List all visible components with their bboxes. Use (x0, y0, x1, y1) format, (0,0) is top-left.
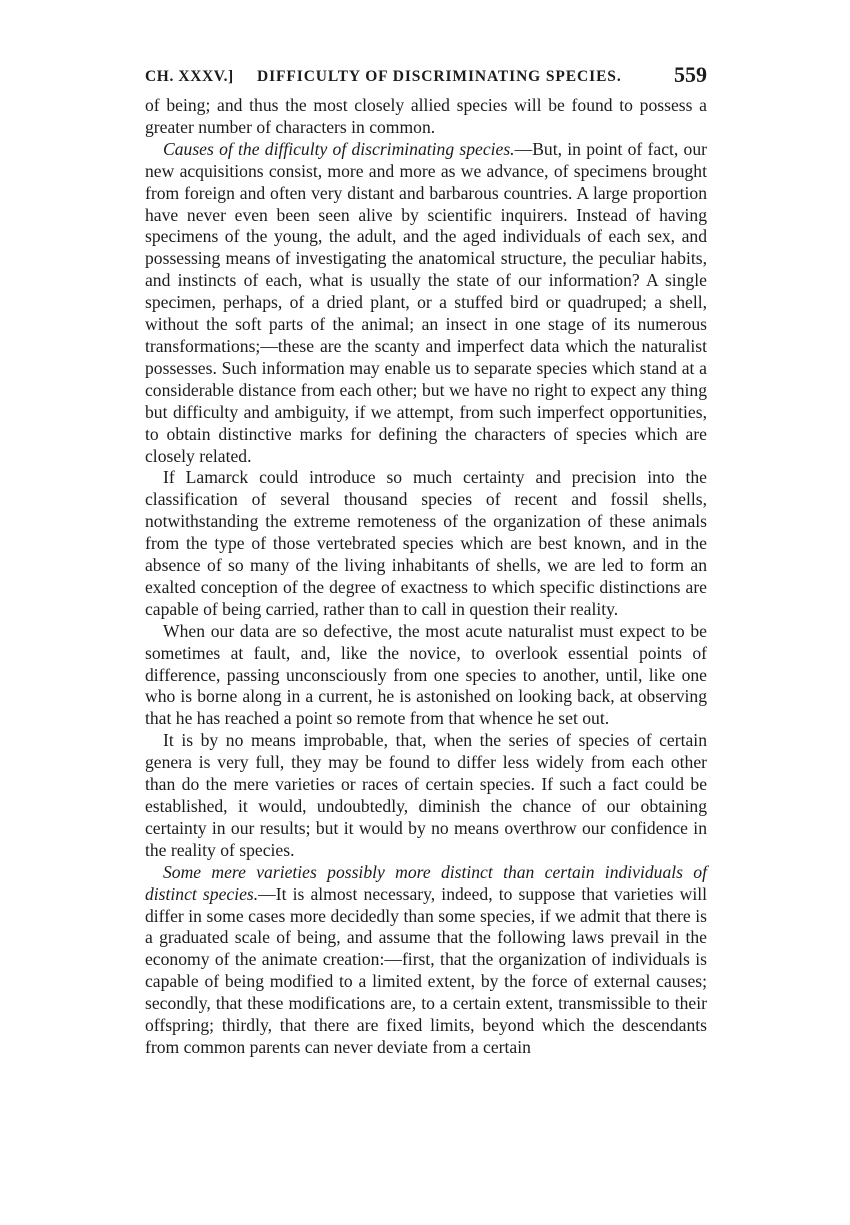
paragraph-genera (145, 730, 707, 861)
running-head (145, 62, 707, 92)
running-title: DIFFICULTY OF DISCRIMINATING SPECIES. (257, 68, 622, 85)
book-page (145, 62, 707, 1059)
page-number: 559 (674, 62, 707, 87)
paragraph-lamarck (145, 467, 707, 620)
chapter-reference: CH. XXXV.] (145, 68, 234, 85)
side-heading-causes: Causes of the difficulty of discriminating species. (163, 138, 515, 159)
body-text (145, 95, 707, 1059)
paragraph-text: of being; and thus the most closely allied species will be found to possess a greater number of characters in common. (145, 95, 707, 137)
paragraph-causes-of-difficulty (145, 139, 707, 468)
paragraph-text: When our data are so defective, the most acute naturalist must expect to be sometimes at fault, and, like the novice, to overlook essential points of difference, passing unconsciously from one species to another, until, like one who is borne along in a current, he is astonished on looking back, at observing that he has reached a point so remote from that whence he set out. (145, 620, 707, 729)
side-heading-varieties: Some mere varieties possibly more distinct than certain individuals of distinct species. (145, 861, 707, 904)
paragraph-text: If Lamarck could introduce so much certainty and precision into the classification of several thousand species of recent and fossil shells, notwithstanding the extreme remoteness of the organization of these animals from the type of those vertebrated species which are best known, and in the absence of so many of the living inhabitants of shells, we are led to form an exalted conception of the degree of exactness to which specific distinctions are capable of being carried, rather than to call in question their reality. (145, 467, 707, 619)
paragraph-varieties (145, 862, 707, 1059)
paragraph-text: It is by no means improbable, that, when the series of species of certain genera is very full, they may be found to differ less widely from each other than do the mere varieties or races of certain species. If such a fact could be established, it would, undoubtedly, diminish the chance of our obtaining certainty in our results; but it would by no means overthrow our confidence in the reality of species. (145, 730, 707, 860)
paragraph-continued (145, 95, 707, 139)
paragraph-text: —But, in point of fact, our new acquisitions consist, more and more as we advance, of specimens brought from foreign and often very distant and barbarous countries. A large proportion have never even been seen alive by scientific inquirers. Instead of having specimens of the young, the adult, and the aged individuals of each sex, and possessing means of investigating the anatomical structure, the peculiar habits, and instincts of each, what is usually the state of our information? A single specimen, perhaps, of a dried plant, or a stuffed bird or quadruped; a shell, without the soft parts of the animal; an insect in one stage of its numerous transformations;—these are the scanty and imperfect data which the naturalist possesses. Such information may enable us to separate species which stand at a considerable distance from each other; but we have no right to expect any thing but difficulty and ambiguity, if we attempt, from such imperfect opportunities, to obtain distinctive marks for defining the characters of species which are closely related. (145, 138, 707, 466)
paragraph-text: —It is almost necessary, indeed, to suppose that varieties will differ in some cases more decidedly than some species, if we admit that there is a graduated scale of being, and assume that the following laws prevail in the economy of the animate creation:—first, that the organization of individuals is capable of being modified to a limited extent, by the force of external causes; secondly, that these modifications are, to a certain extent, transmissible to their offspring; thirdly, that there are fixed limits, beyond which the descendants from common parents can never deviate from a certain (145, 883, 707, 1057)
paragraph-defective-data (145, 621, 707, 731)
